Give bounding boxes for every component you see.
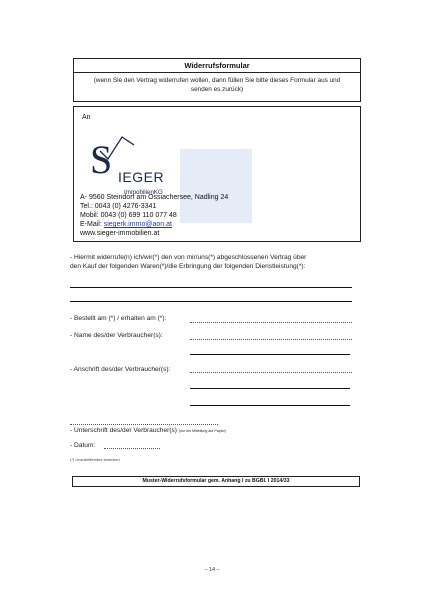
recipient-email-line [80,220,228,229]
consumer-address-line-3[interactable] [190,405,350,406]
recipient-box [73,106,361,242]
consumer-address-line-2[interactable] [190,388,350,389]
page-number: – 14 – [204,567,220,573]
recipient-address-block [80,193,228,238]
ordered-received-label: - Bestellt am (*) / erhalten am (*): [70,315,167,322]
form-subtitle: (wenn Sie den Vertrag widerrufen wollen, dann füllen Sie bitte dieses Formular aus und senden es zurück) [93,77,341,93]
declaration-line-1: - Hiermit widerrufe(n) ich/wir(*) den von mir/uns(*) abgeschlossenen Vertrag über [70,254,307,261]
logo-subtitle: ImmobilienKG [124,189,163,196]
legal-reference: Muster-Widerrufsformular gem. Anhang I zu BGBl. I 2014/33 [142,478,290,484]
declaration-line-2: den Kauf der folgenden Waren(*)/die Erbringung der folgenden Dienstleistung(*): [70,263,306,270]
signature-field[interactable] [70,424,218,425]
date-label: - Datum: [70,442,96,449]
goods-line-2[interactable] [70,301,352,302]
recipient-label: An [82,114,91,121]
recipient-email-label: E-Mail: [80,221,104,228]
recipient-mobile: Mobil: 0043 (0) 699 110 077 48 [80,212,177,219]
legal-reference-box [72,476,360,487]
recipient-email-link[interactable]: siegerk.immo@aon.at [103,221,172,228]
footnote: (*) Unzutreffendes streichen [70,457,120,462]
ordered-received-field[interactable] [190,322,352,323]
consumer-name-field[interactable] [190,339,352,340]
recipient-website: www.sieger-immobilien.at [80,230,160,237]
recipient-address: A- 9560 Steindorf am Ossiachersee, Nadling 24 [80,194,229,201]
logo-word: IEGER [118,169,165,185]
signature-label-line [70,426,226,436]
consumer-address-label: - Anschrift des/der Verbraucher(s): [70,366,171,373]
form-title: Widerrufsformular [74,59,360,73]
recipient-phone: Tel.: 0043 (0) 4276-3341 [80,203,157,210]
consumer-name-label: - Name des/der Verbraucher(s): [70,332,163,339]
form-header-box [73,58,361,102]
company-logo [88,129,198,196]
consumer-name-line-2[interactable] [190,354,350,355]
signature-note: (nur bei Mitteilung auf Papier) [178,429,227,433]
signature-label: - Unterschrift des/der Verbraucher(s) [70,427,178,434]
logo-letter: S [90,137,113,182]
declaration-text [70,253,370,271]
date-field[interactable] [104,448,160,449]
goods-line-1[interactable] [70,287,352,288]
consumer-address-field[interactable] [190,372,352,373]
